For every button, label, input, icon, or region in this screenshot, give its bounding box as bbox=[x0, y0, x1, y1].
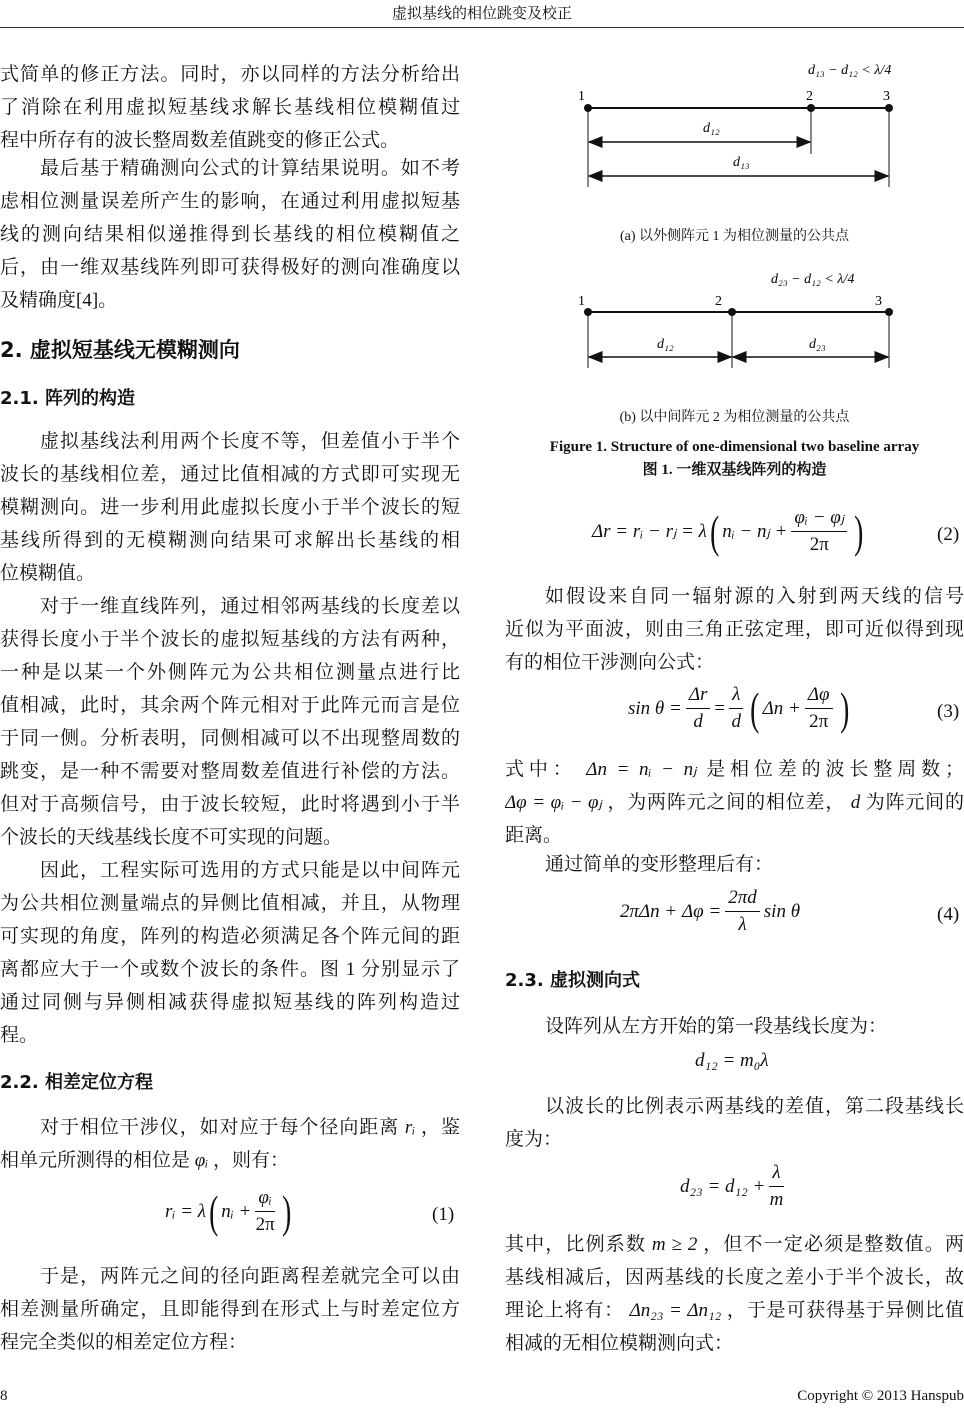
inline-math: φᵢ bbox=[194, 1150, 209, 1171]
eq-lhs: 2πΔn + Δφ = bbox=[620, 900, 722, 922]
text-line bbox=[0, 821, 460, 854]
text-segment: 基线相减后，因两基线的长度之差小于半个波长，故 bbox=[505, 1267, 964, 1288]
text-segment: 以波长的比例表示两基线的差值，第二段基线长 bbox=[545, 1096, 964, 1117]
eq-term: nᵢ − nⱼ + bbox=[722, 521, 788, 542]
text-segment: 度为： bbox=[505, 1129, 563, 1150]
text-segment: ，但不一定必须是整数值。两 bbox=[697, 1234, 964, 1255]
text-line bbox=[505, 580, 964, 613]
eq-rhs: sin θ bbox=[763, 900, 801, 922]
text-segment: 式中： bbox=[505, 759, 587, 780]
text-line bbox=[505, 1327, 964, 1360]
text-line bbox=[0, 1260, 460, 1293]
figure-caption-en: Figure 1. Structure of one-dimensional two baseline array bbox=[549, 439, 920, 455]
eq-lhs: rᵢ = λ bbox=[165, 1200, 206, 1222]
text-segment: ，鉴 bbox=[415, 1117, 460, 1138]
text-segment: 于同一侧。分析表明，同侧相减可以不出现整周数的 bbox=[0, 728, 460, 749]
text-line bbox=[505, 1123, 964, 1156]
text-segment: ，则有： bbox=[208, 1150, 290, 1171]
text-line bbox=[0, 920, 460, 953]
subsection-heading: 2.1. 阵列的构造 bbox=[0, 388, 135, 409]
text-segment: 后，由一维双基线阵列即可获得极好的测向准确度以 bbox=[0, 257, 460, 278]
text-line bbox=[0, 755, 460, 788]
text-segment: 为阵元间的 bbox=[860, 792, 964, 813]
text-segment: 虚拟基线法利用两个长度不等，但差值小于半个 bbox=[40, 431, 460, 452]
eq-equals: = bbox=[714, 697, 726, 719]
text-segment: 一种是以某一个外侧阵元为公共相位测量点进行比 bbox=[0, 662, 460, 683]
text-segment: 其中，比例系数 bbox=[505, 1234, 652, 1255]
text-line bbox=[505, 646, 964, 679]
text-segment: 位模糊值。 bbox=[0, 563, 96, 584]
inline-math: Δφ = φᵢ − φⱼ bbox=[505, 792, 602, 813]
element-label: 3 bbox=[875, 294, 882, 309]
eq-denominator: 2π bbox=[255, 1214, 275, 1235]
text-line bbox=[505, 786, 964, 819]
element-label: 2 bbox=[715, 294, 722, 309]
eq-numerator: λ bbox=[769, 1160, 783, 1187]
subsection-heading: 2.2. 相差定位方程 bbox=[0, 1072, 153, 1093]
equation-4 bbox=[620, 885, 800, 938]
text-line bbox=[0, 788, 460, 821]
eq-numerator: Δr bbox=[686, 682, 711, 709]
eq-numerator: φᵢ − φⱼ bbox=[791, 505, 847, 532]
page-number: 8 bbox=[0, 1388, 8, 1404]
text-segment: 相减的无相位模糊测向式： bbox=[505, 1333, 734, 1354]
eq-denominator: 2π bbox=[809, 711, 829, 732]
text-segment: 为公共相位测量端点的异侧比值相减，并且，从物理 bbox=[0, 893, 460, 914]
dimension-label: d₁₂ bbox=[657, 337, 674, 352]
text-segment: 程。 bbox=[0, 1025, 39, 1046]
text-segment: 对于相位干涉仪，如对应于每个径向距离 bbox=[40, 1117, 405, 1138]
paragraph bbox=[0, 590, 460, 854]
paragraph bbox=[0, 1111, 460, 1177]
eq-denominator: 2π bbox=[809, 534, 829, 555]
eq-numerator: φᵢ bbox=[255, 1185, 275, 1212]
subfigure-caption-b: (b) 以中间阵元 2 为相位测量的公共点 bbox=[619, 410, 850, 425]
paragraph bbox=[505, 753, 964, 852]
inline-math: m ≥ 2 bbox=[651, 1234, 698, 1255]
copyright: Copyright © 2013 Hanspub bbox=[797, 1388, 964, 1404]
text-segment: 相差测量所确定，且即能得到在形式上与时差定位方 bbox=[0, 1299, 460, 1320]
text-segment: 因此，工程实际可选用的方式只能是以中间阵元 bbox=[40, 860, 460, 881]
paragraph bbox=[505, 580, 964, 679]
eq-denominator: m bbox=[769, 1189, 784, 1210]
element-label: 1 bbox=[578, 294, 585, 309]
text-line bbox=[0, 623, 460, 656]
eq-numerator: λ bbox=[729, 682, 743, 709]
text-segment: 线的测向结果相似递推得到长基线的相位模糊值之 bbox=[0, 224, 460, 245]
text-line bbox=[0, 854, 460, 887]
text-line bbox=[0, 557, 460, 590]
inline-math: d bbox=[850, 792, 861, 813]
text-segment: 最后基于精确测向公式的计算结果说明。如不考 bbox=[40, 158, 460, 179]
text-segment: 有的相位干涉测向公式： bbox=[505, 652, 715, 673]
text-line bbox=[0, 1326, 460, 1359]
text-segment: 近似为平面波，则由三角正弦定理，即可近似得到现 bbox=[505, 619, 964, 640]
text-segment: 及精确度[4]。 bbox=[0, 290, 118, 311]
equation-number: (1) bbox=[432, 1204, 455, 1225]
text-segment: 程中所存有的波长整周数差值跳变的修正公式。 bbox=[0, 130, 400, 151]
text-line bbox=[0, 887, 460, 920]
text-line bbox=[505, 753, 964, 786]
paragraph bbox=[505, 1090, 964, 1156]
text-line bbox=[505, 1090, 964, 1123]
text-line bbox=[0, 1111, 460, 1144]
equation-number: (3) bbox=[937, 701, 960, 722]
section-heading: 2. 虚拟短基线无模糊测向 bbox=[0, 338, 240, 362]
eq-term: nᵢ + bbox=[221, 1200, 252, 1222]
text-line bbox=[0, 722, 460, 755]
text-segment: 通过简单的变形整理后有： bbox=[545, 854, 774, 875]
text-segment: 设阵列从左方开始的第一段基线长度为： bbox=[545, 1016, 888, 1037]
eq-numerator: Δφ bbox=[805, 682, 833, 709]
eq-denominator: d bbox=[693, 711, 703, 732]
text-segment: 离都应大于一个或数个波长的条件。图 1 分别显示了 bbox=[0, 959, 460, 980]
inline-math: rᵢ bbox=[404, 1117, 416, 1138]
text-segment: 但对于高频信号，由于波长较短，此时将遇到小于半 bbox=[0, 794, 460, 815]
figure-b bbox=[578, 272, 893, 368]
dimension-label: d₁₃ bbox=[733, 155, 750, 170]
equation-d23 bbox=[680, 1160, 788, 1213]
text-line bbox=[505, 1010, 964, 1043]
text-segment: 程完全类似的相差定位方程： bbox=[0, 1332, 248, 1353]
paragraph bbox=[0, 1260, 460, 1359]
figure-caption-cn: 图 1. 一维双基线阵列的构造 bbox=[642, 462, 827, 478]
text-line bbox=[0, 986, 460, 1019]
text-line bbox=[0, 656, 460, 689]
subsection-heading: 2.3. 虚拟测向式 bbox=[505, 970, 640, 991]
text-segment: 理论上将有： bbox=[505, 1300, 630, 1321]
equation-d12: d₁₂ = m₀λ bbox=[695, 1050, 769, 1071]
inline-math: Δn = nᵢ − nⱼ bbox=[586, 759, 697, 780]
text-line bbox=[505, 1228, 964, 1261]
text-segment: 通过同侧与异侧相减获得虚拟短基线的阵列构造过 bbox=[0, 992, 460, 1013]
paragraph bbox=[505, 1228, 964, 1360]
text-line bbox=[0, 524, 460, 557]
text-segment: 可实现的角度，阵列的构造必须满足各个阵元间的距 bbox=[0, 926, 460, 947]
text-segment: 如假设来自同一辐射源的入射到两天线的信号 bbox=[545, 586, 964, 607]
dimension-label: d₁₂ bbox=[703, 121, 720, 136]
eq-denominator: d bbox=[731, 711, 741, 732]
text-segment: 了消除在利用虚拟短基线求解长基线相位模糊值过 bbox=[0, 97, 460, 118]
running-header: 虚拟基线的相位跳变及校正 bbox=[391, 6, 572, 22]
equation-1: rᵢ = λ ( nᵢ + $\frac{\text{φᵢ}}{2\pi}$ ) bbox=[165, 1185, 292, 1237]
equation-number: (2) bbox=[937, 524, 960, 545]
eq-lhs: sin θ = bbox=[628, 697, 682, 719]
text-line bbox=[505, 848, 964, 881]
text-segment: 于是，两阵元之间的径向距离程差就完全可以由 bbox=[40, 1266, 460, 1287]
text-segment: 对于一维直线阵列，通过相邻两基线的长度差以 bbox=[40, 596, 460, 617]
text-segment: 基线所得到的无模糊测向结果可求解出长基线的相 bbox=[0, 530, 460, 551]
text-line bbox=[505, 613, 964, 646]
subfigure-caption-a: (a) 以外侧阵元 1 为相位测量的公共点 bbox=[619, 229, 850, 244]
text-line bbox=[505, 1261, 964, 1294]
text-segment: 是相位差的波长整周数； bbox=[696, 759, 964, 780]
paragraph bbox=[0, 854, 460, 1052]
figure-a bbox=[578, 63, 893, 187]
text-line bbox=[0, 689, 460, 722]
constraint-label: d₂₃ − d₁₂ < λ/4 bbox=[771, 272, 855, 287]
text-line bbox=[0, 1293, 460, 1326]
text-line bbox=[0, 1019, 460, 1052]
equation-2: Δr = rᵢ − rⱼ = λ ( nᵢ − nⱼ + $\frac{\text{φᵢ − φⱼ}}{2\pi}$ ) bbox=[592, 505, 864, 557]
paragraph bbox=[505, 848, 964, 881]
text-segment: 波长的基线相位差，通过比值相减的方式即可实现无 bbox=[0, 464, 460, 485]
eq-numerator: 2πd bbox=[725, 885, 760, 912]
equation-3: sin θ = $\frac{\Delta r}{d}$ = $\frac{\lambda}{d}$ ( Δn + $\frac{\Delta\varphi}{2\pi}$ ) bbox=[628, 682, 849, 734]
text-segment: 个波长的天线基线长度不可实现的问题。 bbox=[0, 827, 343, 848]
text-segment: 虑相位测量误差所产生的影响，在通过利用虚拟短基 bbox=[0, 191, 460, 212]
text-segment: 式简单的修正方法。同时，亦以同样的方法分析给出 bbox=[0, 64, 460, 85]
text-line bbox=[0, 491, 460, 524]
constraint-label: d₁₃ − d₁₂ < λ/4 bbox=[808, 63, 892, 78]
text-segment: 跳变，是一种不需要对整周数差值进行补偿的方法。 bbox=[0, 761, 460, 782]
text-segment: ，为两阵元之间的相位差， bbox=[601, 792, 851, 813]
text-segment: 相单元所测得的相位是 bbox=[0, 1150, 195, 1171]
equation-number: (4) bbox=[937, 904, 960, 925]
eq-lhs: Δr = rᵢ − rⱼ = λ bbox=[592, 521, 707, 542]
dimension-label: d₂₃ bbox=[809, 337, 826, 352]
element-label: 2 bbox=[806, 89, 813, 104]
paragraph bbox=[505, 1010, 964, 1043]
text-segment: 值相减，此时，其余两个阵元相对于此阵元而言是位 bbox=[0, 695, 460, 716]
text-segment: 距离。 bbox=[505, 825, 563, 846]
text-line bbox=[0, 590, 460, 623]
eq-lhs: d₂₃ = d₁₂ + bbox=[680, 1175, 766, 1197]
inline-math: Δn₂₃ = Δn₁₂ bbox=[629, 1300, 722, 1321]
text-segment: 获得长度小于半个波长的虚拟短基线的方法有两种， bbox=[0, 629, 460, 650]
text-segment: ，于是可获得基于异侧比值 bbox=[721, 1300, 964, 1321]
eq-denominator: λ bbox=[738, 914, 747, 935]
eq-term: Δn + bbox=[762, 697, 801, 719]
element-label: 1 bbox=[578, 89, 585, 104]
text-line bbox=[0, 953, 460, 986]
text-line bbox=[0, 1144, 460, 1177]
text-line bbox=[505, 1294, 964, 1327]
text-segment: 模糊测向。进一步利用此虚拟长度小于半个波长的短 bbox=[0, 497, 460, 518]
element-label: 3 bbox=[883, 89, 890, 104]
